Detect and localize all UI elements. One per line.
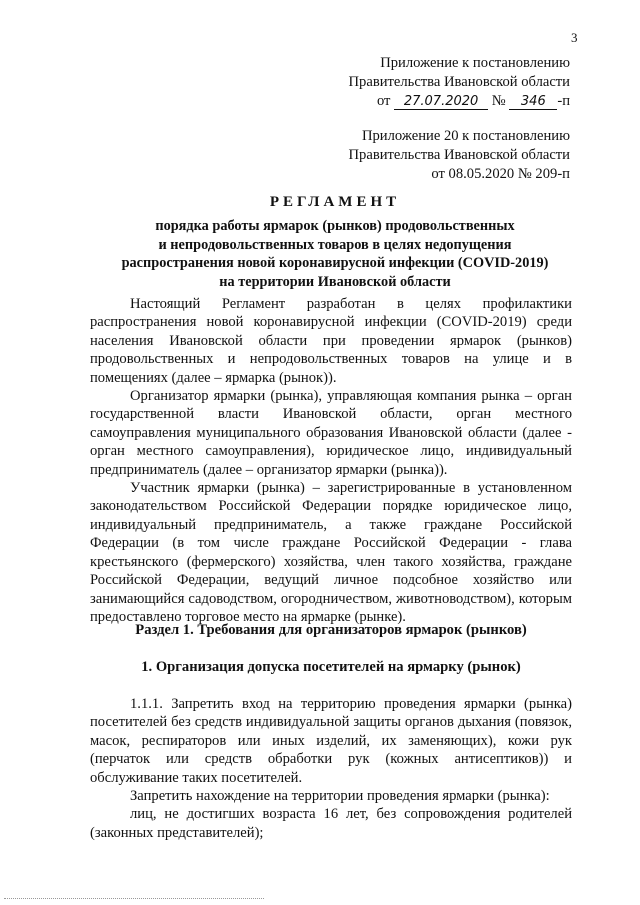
title-subtitle [90, 217, 580, 291]
appendix-current-date-line [349, 92, 570, 111]
date-prefix: от [376, 93, 391, 109]
page-number: 3 [571, 30, 578, 45]
appendix-original [349, 127, 570, 184]
clause-prohibition-intro: Запретить нахождение на территории проведения ярмарки (рынка): [130, 788, 550, 805]
title-main: РЕГЛАМЕНТ [269, 194, 401, 210]
title-line-4: на территории Ивановской области [219, 273, 451, 290]
handwritten-number: 346 [509, 95, 557, 110]
handwritten-date: 27.07.2020 [394, 95, 488, 110]
intro-paragraphs [90, 295, 572, 626]
paragraph-participant-definition: Участник ярмарки (рынка) – зарегистрированные в установленном законодательством Российской Федерации порядке юридическое лицо, индивидуальный предприниматель, а также граждане Российской Федерации (в том числе граждане Российской Федерации - глава крестьянского (фермерского) хозяйства, член такого хозяйства, граждане Российской Федерации, ведущий личное подсобное хозяйство или занимающийся садоводством, огородничеством, животноводством), которым предоставлено торговое место на ярмарке (рынке). [90, 480, 572, 625]
title-line-3: распространения новой коронавирусной инфекции (COVID-2019) [121, 255, 549, 271]
appendix-original-line1: Приложение 20 к постановлению [361, 128, 570, 144]
number-sign: № [491, 93, 506, 109]
appendix-original-line3: от 08.05.2020 № 209-п [431, 166, 570, 182]
section-heading: Раздел 1. Требования для организаторов ярмарок (рынков) [135, 622, 527, 638]
clause-minors: лиц, не достигших возраста 16 лет, без сопровождения родителей (законных представителей); [90, 806, 572, 841]
appendix-original-line2: Правительства Ивановской области [348, 147, 570, 163]
clauses [90, 695, 572, 842]
appendix-current-line2: Правительства Ивановской области [348, 74, 570, 90]
scan-artifact [4, 898, 264, 901]
clause-1-1-1: 1.1.1. Запретить вход на территорию проведения ярмарки (рынка) посетителей без средств индивидуальной защиты органов дыхания (повязок, масок, респираторов или иных изделий, их заменяющих), кожи рук (перчаток или средств обработки рук (кожных антисептиков)) и обслуживание таких посетителей. [90, 696, 572, 786]
appendix-current-line1: Приложение к постановлению [380, 55, 570, 71]
paragraph-organizer-definition: Организатор ярмарки (рынка), управляющая компания рынка – орган государственной власти Ивановской области, орган местного самоуправления муниципального образования Ивановской области (далее - орган местного самоуправления), юридическое лицо, индивидуальный предприниматель (далее – организатор ярмарки (рынка)). [90, 388, 572, 478]
appendix-current [349, 54, 570, 111]
document-title [90, 191, 580, 291]
subsection-heading: 1. Организация допуска посетителей на ярмарку (рынок) [141, 659, 521, 675]
paragraph-regulation-purpose: Настоящий Регламент разработан в целях профилактики распространения новой коронавирусной инфекции (COVID-2019) среди населения Ивановской области при проведении ярмарок (рынков) продовольственных и непродовольственных товаров на улице и в помещениях (далее – ярмарка (рынок)). [90, 296, 572, 386]
number-suffix: -п [557, 93, 570, 109]
title-line-1: порядка работы ярмарок (рынков) продовольственных [155, 218, 515, 234]
title-line-2: и непродовольственных товаров в целях недопущения [158, 236, 512, 253]
